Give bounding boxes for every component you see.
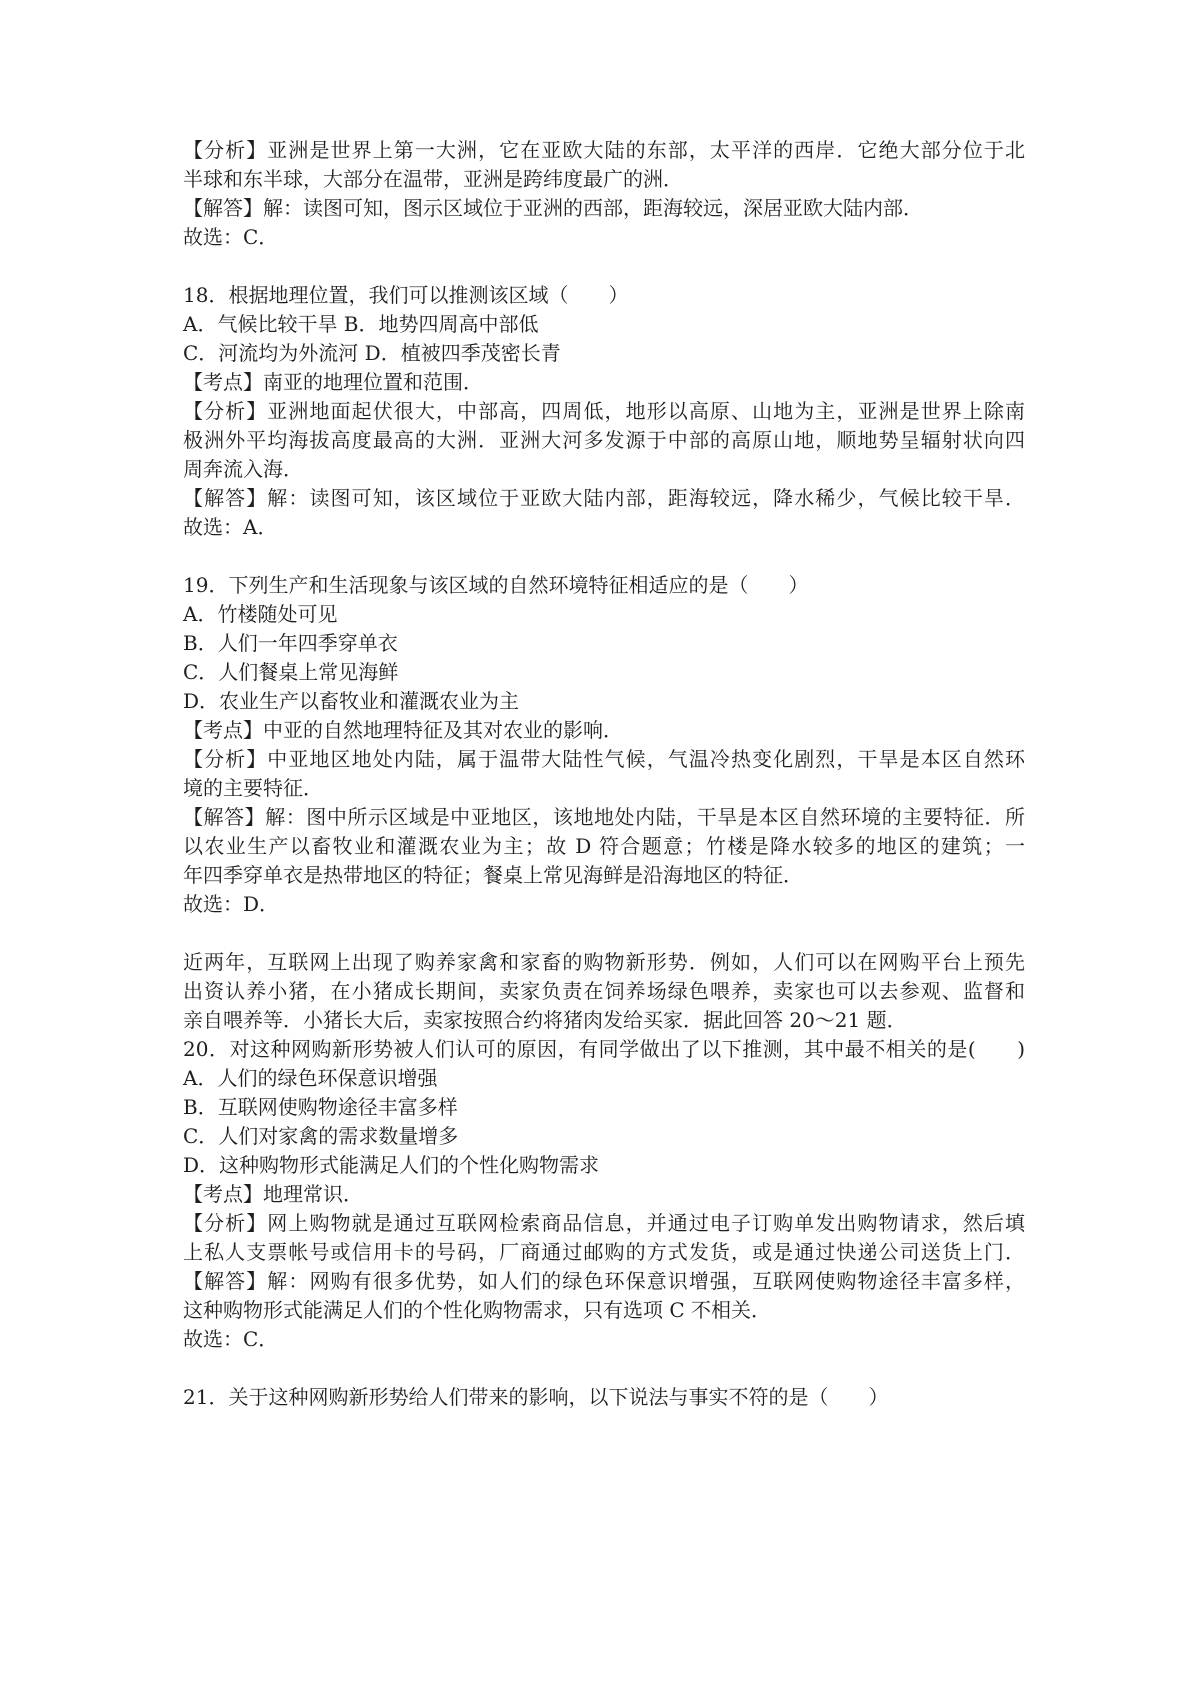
analysis-line: 境的主要特征． (183, 776, 323, 800)
kaodian-line: 【考点】中亚的自然地理特征及其对农业的影响． (183, 718, 623, 742)
option-a: A．人们的绿色环保意识增强 (183, 1066, 438, 1090)
analysis-line: 【分析】亚洲是世界上第一大洲，它在亚欧大陆的东部，太平洋的西岸．它绝大部分位于北 (183, 138, 1025, 162)
question-19 (183, 571, 1025, 919)
solution-line: 【解答】解：图中所示区域是中亚地区，该地地处内陆，干旱是本区自然环境的主要特征．所 (183, 805, 1025, 829)
solution-block (183, 1267, 1025, 1325)
solution-line: 【解答】解：读图可知，该区域位于亚欧大陆内部，距海较远，降水稀少，气候比较干旱． (183, 486, 1025, 510)
material-line: 出资认养小猪，在小猪成长期间，卖家负责在饲养场绿色喂养，卖家也可以去参观、监督和 (183, 979, 1025, 1003)
analysis-line: 【分析】网上购物就是通过互联网检索商品信息，并通过电子订购单发出购物请求，然后填 (183, 1211, 1025, 1235)
solution-block (183, 194, 1025, 223)
solution-line: 【解答】解：读图可知，图示区域位于亚洲的西部，距海较远，深居亚欧大陆内部． (183, 196, 923, 220)
kaodian-line: 【考点】南亚的地理位置和范围． (183, 370, 483, 394)
option-c: C．人们对家禽的需求数量增多 (183, 1124, 459, 1148)
option-b: B．互联网使购物途径丰富多样 (183, 1095, 458, 1119)
question-20 (183, 1035, 1025, 1354)
answer-choice: 故选：C． (183, 225, 279, 249)
solution-line: 年四季穿单衣是热带地区的特征；餐桌上常见海鲜是沿海地区的特征． (183, 863, 803, 887)
solution-line: 【解答】解：网购有很多优势，如人们的绿色环保意识增强，互联网使购物途径丰富多样， (183, 1269, 1025, 1293)
analysis-block (183, 136, 1025, 194)
analysis-line: 半球和东半球，大部分在温带，亚洲是跨纬度最广的洲． (183, 167, 683, 191)
material-line: 近两年，互联网上出现了购养家禽和家畜的购物新形势．例如，人们可以在网购平台上预先 (183, 950, 1025, 974)
solution-block (183, 803, 1025, 890)
option-line: C．河流均为外流河 D．植被四季茂密长青 (183, 341, 561, 365)
option-d: D．这种购物形式能满足人们的个性化购物需求 (183, 1153, 600, 1177)
option-b: B．人们一年四季穿单衣 (183, 631, 398, 655)
option-list (183, 600, 1025, 716)
option-c: C．人们餐桌上常见海鲜 (183, 660, 399, 684)
kaodian-line: 【考点】地理常识． (183, 1182, 363, 1206)
analysis-block (183, 1209, 1025, 1267)
option-list (183, 1064, 1025, 1180)
question-stem: 18．根据地理位置，我们可以推测该区域（ ） (183, 283, 629, 307)
solution-line: 这种购物形式能满足人们的个性化购物需求，只有选项 C 不相关． (183, 1298, 772, 1322)
solution-line: 以农业生产以畜牧业和灌溉农业为主；故 D 符合题意；竹楼是降水较多的地区的建筑；一 (183, 834, 1025, 858)
option-a: A．竹楼随处可见 (183, 602, 338, 626)
option-list (183, 310, 1025, 368)
reading-material (183, 948, 1025, 1035)
document-body (183, 136, 1025, 1412)
answer-choice: 故选：A． (183, 515, 278, 539)
material-line: 亲自喂养等．小猪长大后，卖家按照合约将猪肉发给买家．据此回答 20～21 题． (183, 1008, 907, 1032)
analysis-line: 上私人支票帐号或信用卡的号码，厂商通过邮购的方式发货，或是通过快递公司送货上门． (183, 1240, 1025, 1264)
question-stem: 20．对这种网购新形势被人们认可的原因，有同学做出了以下推测，其中最不相关的是( ) (183, 1037, 1025, 1061)
question-21 (183, 1383, 1025, 1412)
analysis-block (183, 745, 1025, 803)
option-line: A．气候比较干旱 B．地势四周高中部低 (183, 312, 539, 336)
analysis-line: 【分析】亚洲地面起伏很大，中部高，四周低，地形以高原、山地为主，亚洲是世界上除南 (183, 399, 1025, 423)
question-17-explanation (183, 136, 1025, 252)
analysis-block (183, 397, 1025, 484)
question-stem: 21．关于这种网购新形势给人们带来的影响，以下说法与事实不符的是（ ） (183, 1385, 889, 1409)
solution-block (183, 484, 1025, 513)
answer-choice: 故选：D． (183, 892, 280, 916)
question-18 (183, 281, 1025, 542)
question-stem: 19．下列生产和生活现象与该区域的自然环境特征相适应的是（ ） (183, 573, 809, 597)
analysis-line: 极洲外平均海拔高度最高的大洲．亚洲大河多发源于中部的高原山地，顺地势呈辐射状向四 (183, 428, 1025, 452)
answer-choice: 故选：C． (183, 1327, 279, 1351)
option-d: D．农业生产以畜牧业和灌溉农业为主 (183, 689, 520, 713)
analysis-line: 周奔流入海． (183, 457, 303, 481)
analysis-line: 【分析】中亚地区地处内陆，属于温带大陆性气候，气温冷热变化剧烈，干旱是本区自然环 (183, 747, 1025, 771)
